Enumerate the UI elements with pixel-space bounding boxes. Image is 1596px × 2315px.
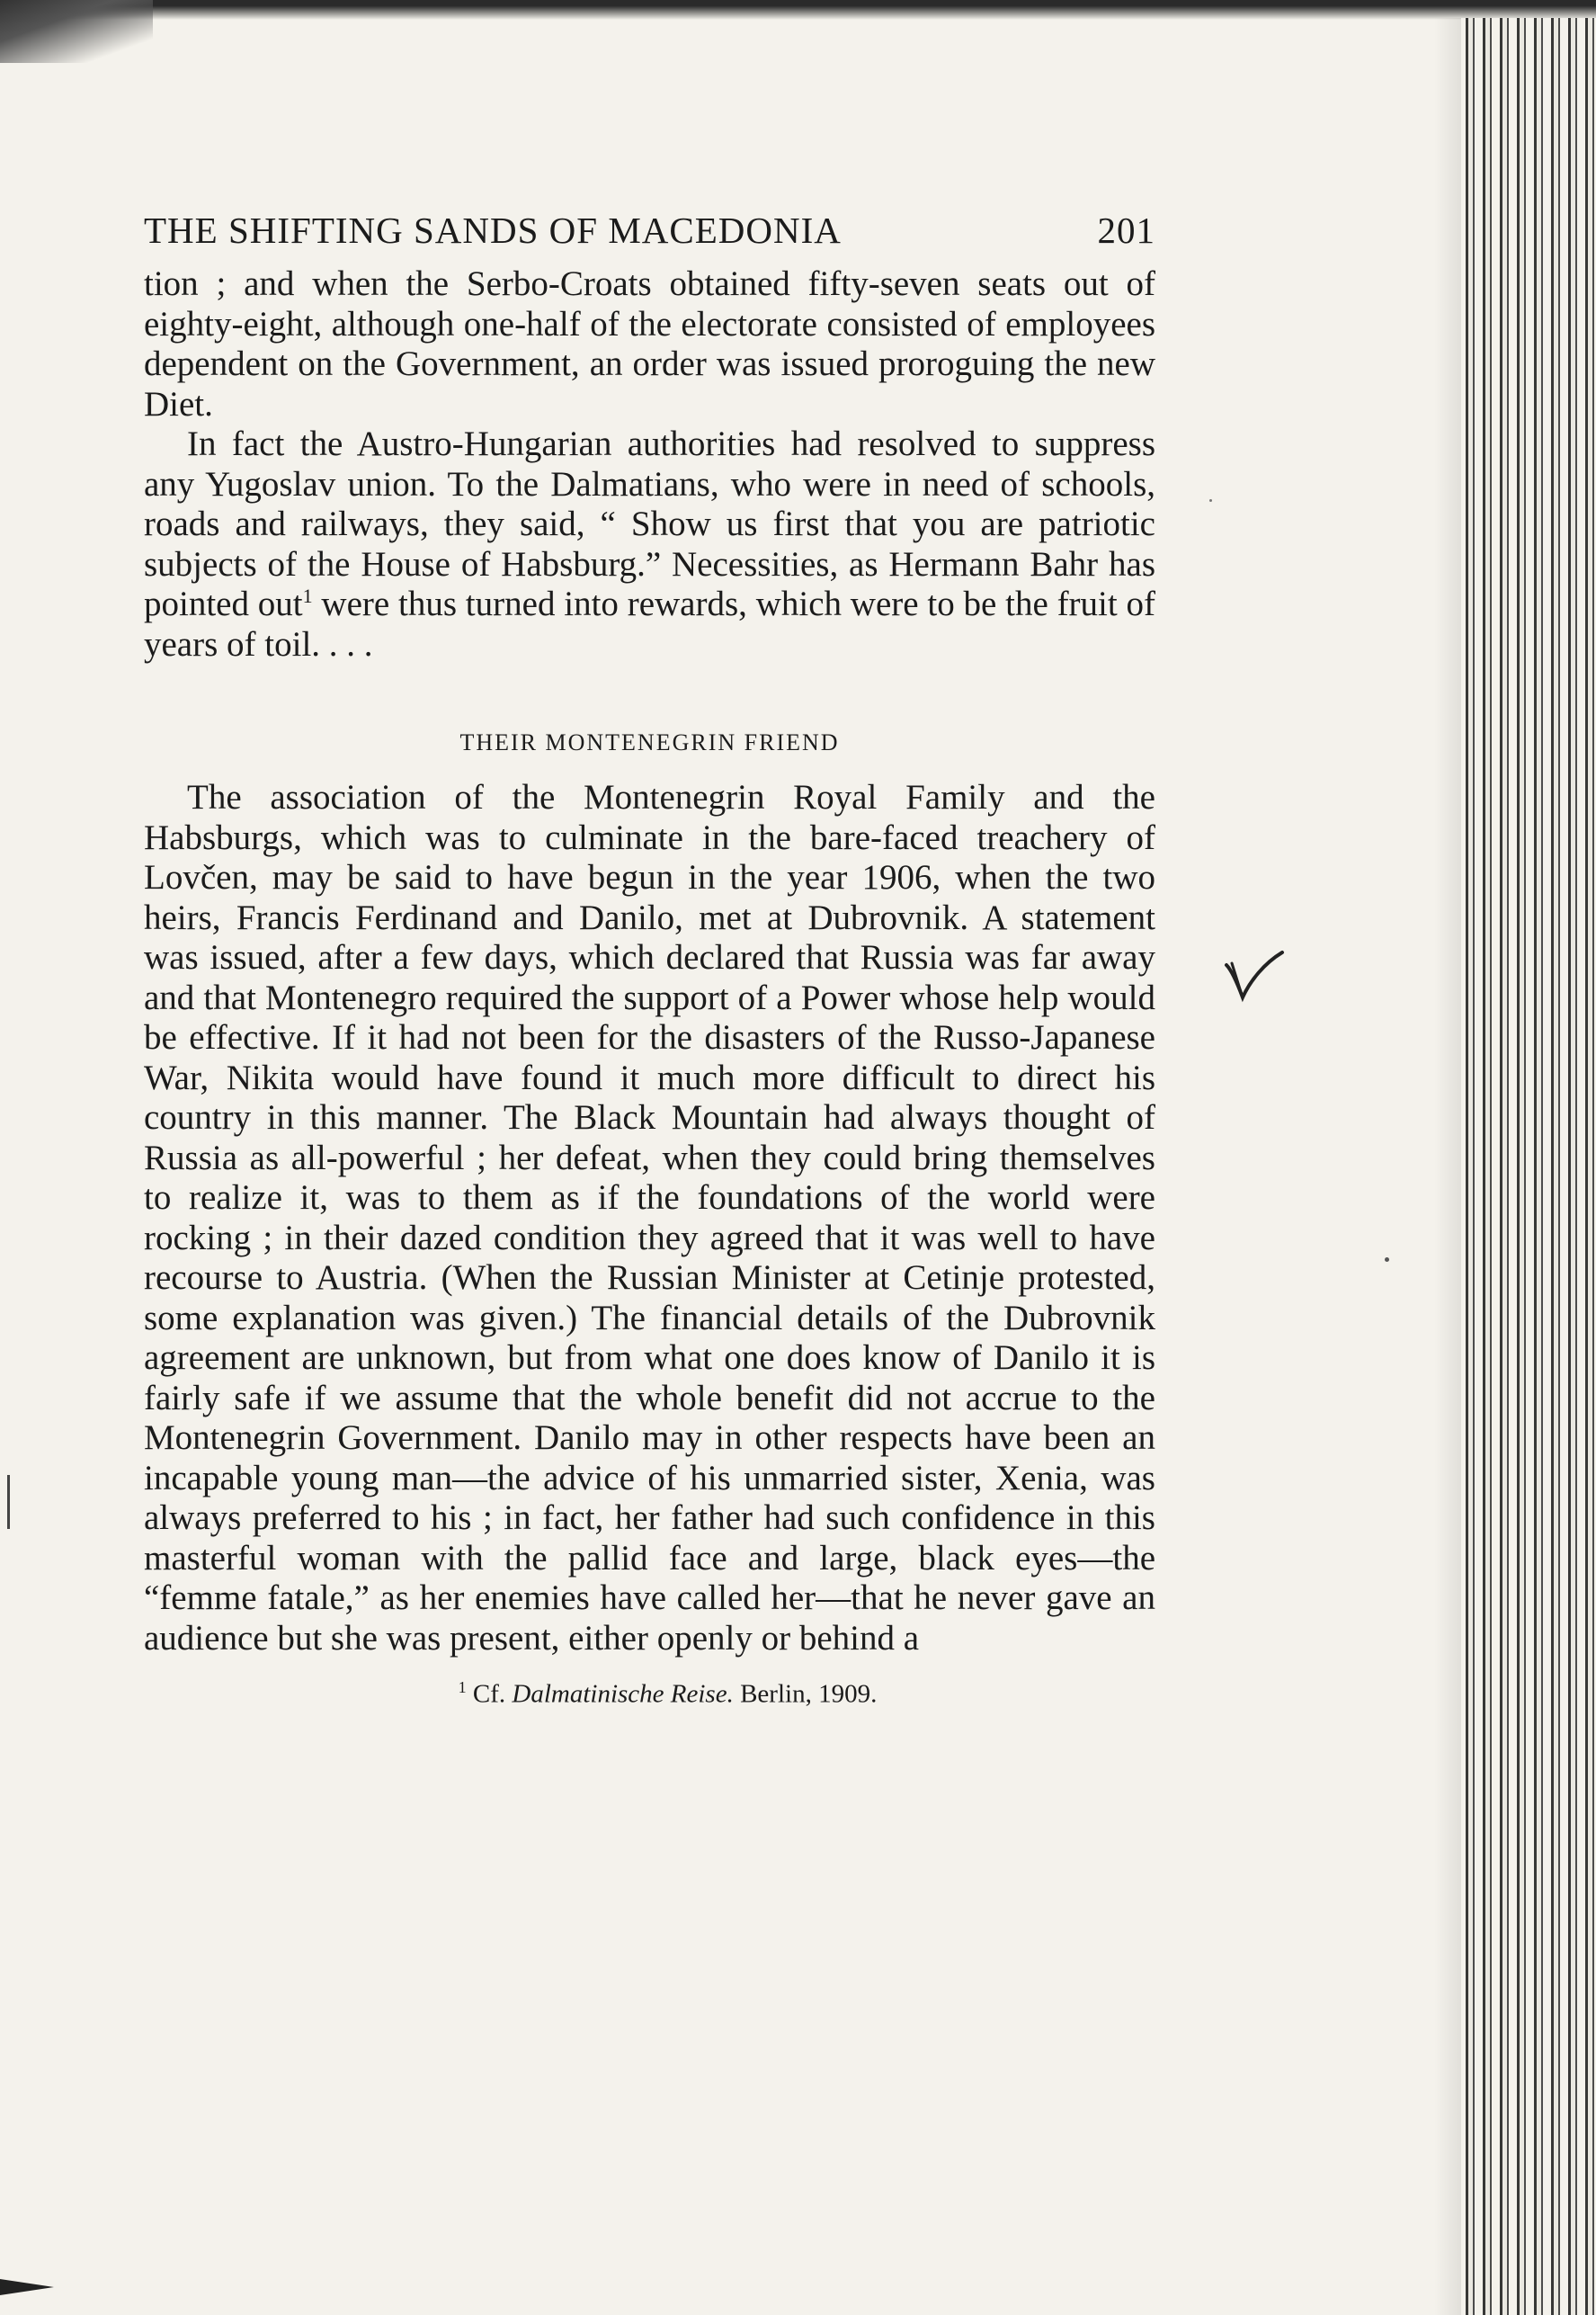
stray-dot xyxy=(1385,1257,1389,1262)
paragraph: The association of the Montenegrin Royal Family and the Habsburgs, which was to culminate in the bare-faced treachery of Lovčen, may be said to have begun in the year 1906, when the two heirs, Francis Ferdinand and Danilo, met at Dubrovnik. A statement was issued, after a few days, which declared that Russia was far away and that Montenegro required the support of a Power whose help would be effective. If it had not been for the disasters of the Russo-Japanese War, Nikita would have found it much more difficult to direct his country in this manner. The Black Mountain had always thought of Russia as all-powerful ; her defeat, when they could bring themselves to realize it, was to them as if the foundations of the world were rocking ; in their dazed condition they agreed that it was well to have recourse to Austria. (When the Russian Minister at Cetinje protested, some explanation was given.) The financial details of the Dubrovnik agreement are unknown, but from what one does know of Danilo it is fairly safe if we assume that the whole benefit did not accrue to the Montenegrin Government. Danilo may in other respects have been an incapable young man—the advice of his unmarried sister, Xenia, was always preferred to his ; in fact, her father had such confidence in this masterful woman with the pallid face and large, black eyes—the “femme fatale,” as her enemies have called her—that he never gave an audience but she was present, either openly or behind a xyxy=(144,778,1155,1658)
binding-shadow xyxy=(1434,18,1461,2315)
scan-top-shadow xyxy=(0,0,1596,20)
running-head xyxy=(144,209,1155,252)
footnote xyxy=(144,1678,1155,1710)
page-edges xyxy=(1461,18,1596,2315)
paragraph-text: In fact the Austro-Hungarian authorities had resolved to suppress any Yugoslav union. To the Dalmatians, who were in need of schools, roads and railways, they said, “ Show us first that you are patriotic subjects of the House of Habsburg.” Necessities, as Hermann Bahr has pointed out xyxy=(144,425,1155,623)
body-text xyxy=(144,264,1155,1658)
paragraph-text: were thus turned into rewards, which were to be the fruit of years of toil. . . . xyxy=(144,585,1155,664)
footnote-work: Dalmatinische Reise. xyxy=(512,1679,734,1709)
page-column xyxy=(144,209,1155,1710)
footnote-place-year: Berlin, 1909. xyxy=(740,1679,878,1709)
margin-pencil-mark xyxy=(7,1475,10,1529)
footnote-number: 1 xyxy=(458,1678,467,1696)
scan-corner-smudge xyxy=(0,0,153,63)
running-head-title: THE SHIFTING SANDS OF MACEDONIA xyxy=(144,210,842,251)
section-title: THEIR MONTENEGRIN FRIEND xyxy=(459,729,840,755)
stray-dot xyxy=(1209,499,1212,502)
paragraph xyxy=(144,425,1155,665)
scan-bottom-arrow xyxy=(0,2279,54,2295)
footnote-reference: 1 xyxy=(302,585,313,607)
paragraph: tion ; and when the Serbo-Croats obtained fifty-seven seats out of eighty-eight, although one-half of the electorate consisted of employees dependent on the Government, an order was issued proroguing the new Diet. xyxy=(144,264,1155,424)
page-number: 201 xyxy=(1097,210,1155,251)
footnote-prefix: Cf. xyxy=(472,1679,506,1709)
check-mark-icon xyxy=(1223,949,1286,1003)
